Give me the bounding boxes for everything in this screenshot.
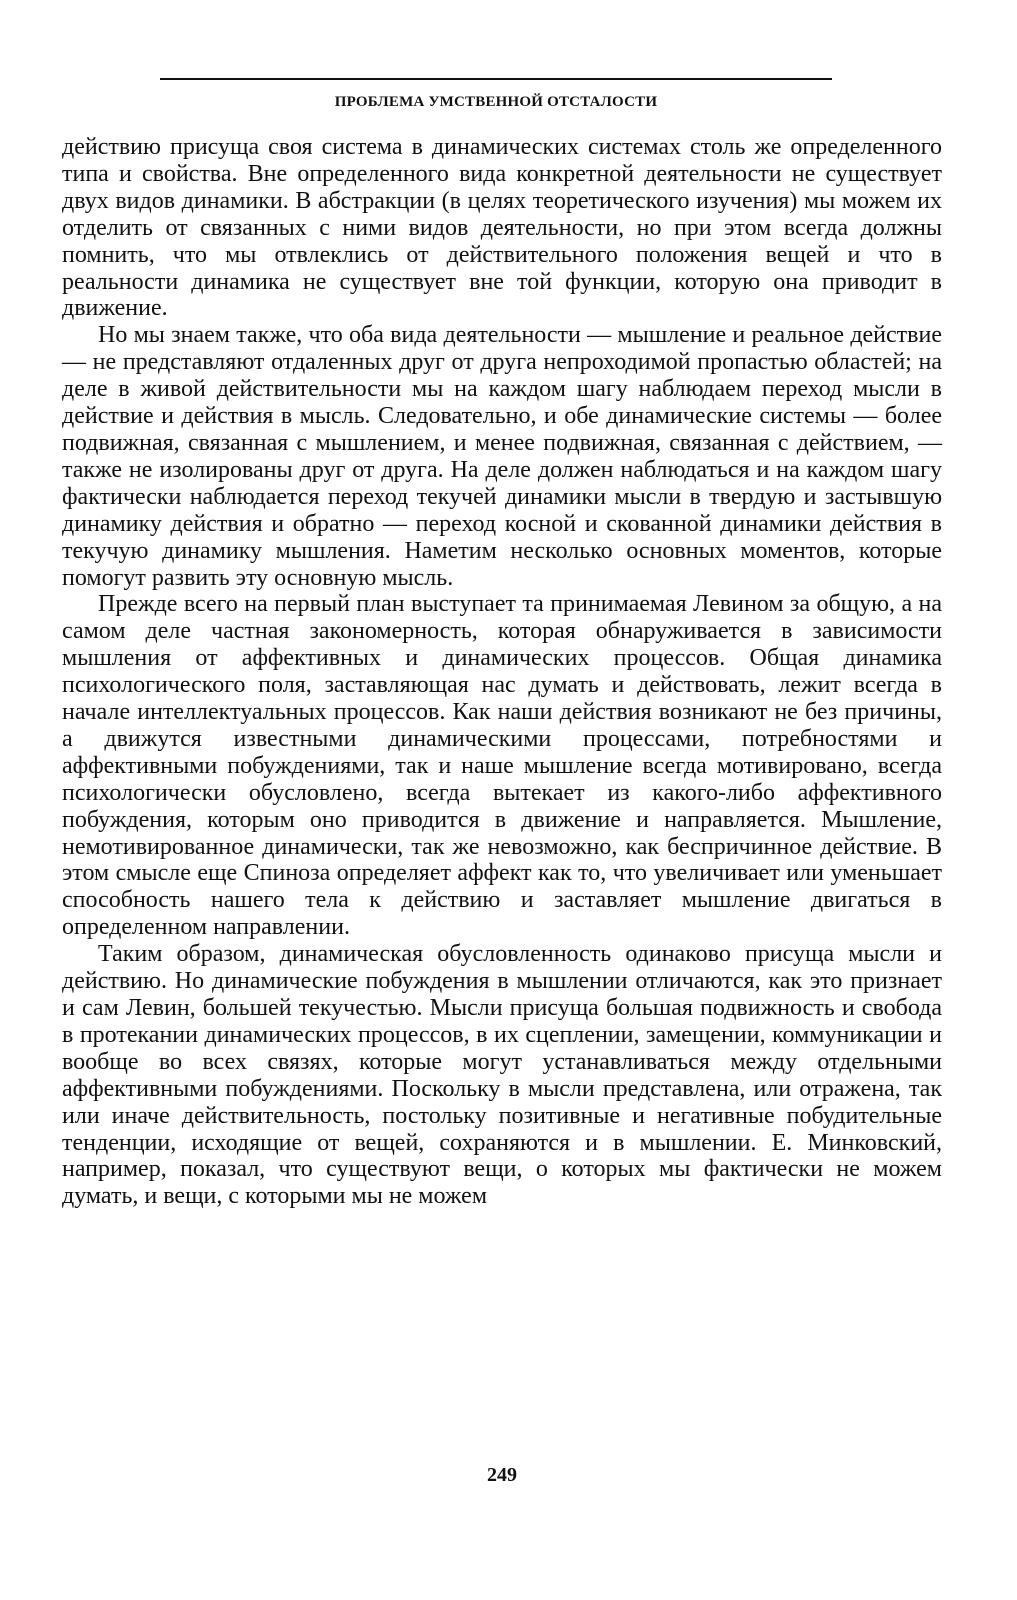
paragraph-4: Таким образом, динамическая обусловленность одинаково присуща мысли и действию. Но динамические побуждения в мышлении отличаются, как это признает и сам Левин, большей текучестью. Мысли присуща большая подвижность и свобода в протекании динамических процессов, в их сцеплении, замещении, коммуникации и вообще во всех связях, которые могут устанавливаться между отдельными аффективными побуждениями. Поскольку в мысли представлена, или отражена, так или иначе действительность, постольку позитивные и негативные побудительные тенденции, исходящие от вещей, сохраняются и в мышлении. Е. Минковский, например, показал, что существуют вещи, о которых мы фактически не можем думать, и вещи, с которыми мы не можем [62, 941, 942, 1210]
running-head: ПРОБЛЕМА УМСТВЕННОЙ ОТСТАЛОСТИ [334, 94, 658, 110]
paragraph-1: действию присуща своя система в динамических системах столь же определенного типа и свойства. Вне определенного вида конкретной деятельности не существует двух видов динамики. В абстракции (в целях теоретического изучения) мы можем их отделить от связанных с ними видов деятельности, но при этом всегда должны помнить, что мы отвлеклись от действительного положения вещей и что в реальности динамика не существует вне той функции, которую она приводит в движение. [62, 134, 942, 322]
page-number: 249 [487, 1464, 517, 1486]
paragraph-2: Но мы знаем также, что оба вида деятельности — мышление и реальное действие — не представляют отдаленных друг от друга непроходимой пропастью областей; на деле в живой действительности мы на каждом шагу наблюдаем переход мысли в действие и действия в мысль. Следовательно, и обе динамические системы — более подвижная, связанная с мышлением, и менее подвижная, связанная с действием, — также не изолированы друг от друга. На деле должен наблюдаться и на каждом шагу фактически наблюдается переход текучей динамики мысли в твердую и застывшую динамику действия и обратно — переход косной и скованной динамики действия в текучую динамику мышления. Наметим несколько основных моментов, которые помогут развить эту основную мысль. [62, 322, 942, 591]
body-text [62, 134, 942, 1210]
paragraph-3: Прежде всего на первый план выступает та принимаемая Левином за общую, а на самом деле частная закономерность, которая обнаруживается в зависимости мышления от аффективных и динамических процессов. Общая динамика психологического поля, заставляющая нас думать и действовать, лежит всегда в начале интеллектуальных процессов. Как наши действия возникают не без причины, а движутся известными динамическими процессами, потребностями и аффективными побуждениями, так и наше мышление всегда мотивировано, всегда психологически обусловлено, всегда вытекает из какого-либо аффективного побуждения, которым оно приводится в движение и направляется. Мышление, немотивированное динамически, так же невозможно, как беспричинное действие. В этом смысле еще Спиноза определяет аффект как то, что увеличивает или уменьшает способность нашего тела к действию и заставляет мышление двигаться в определенном направлении. [62, 591, 942, 941]
book-page [62, 60, 942, 1560]
header-rule [160, 78, 832, 80]
